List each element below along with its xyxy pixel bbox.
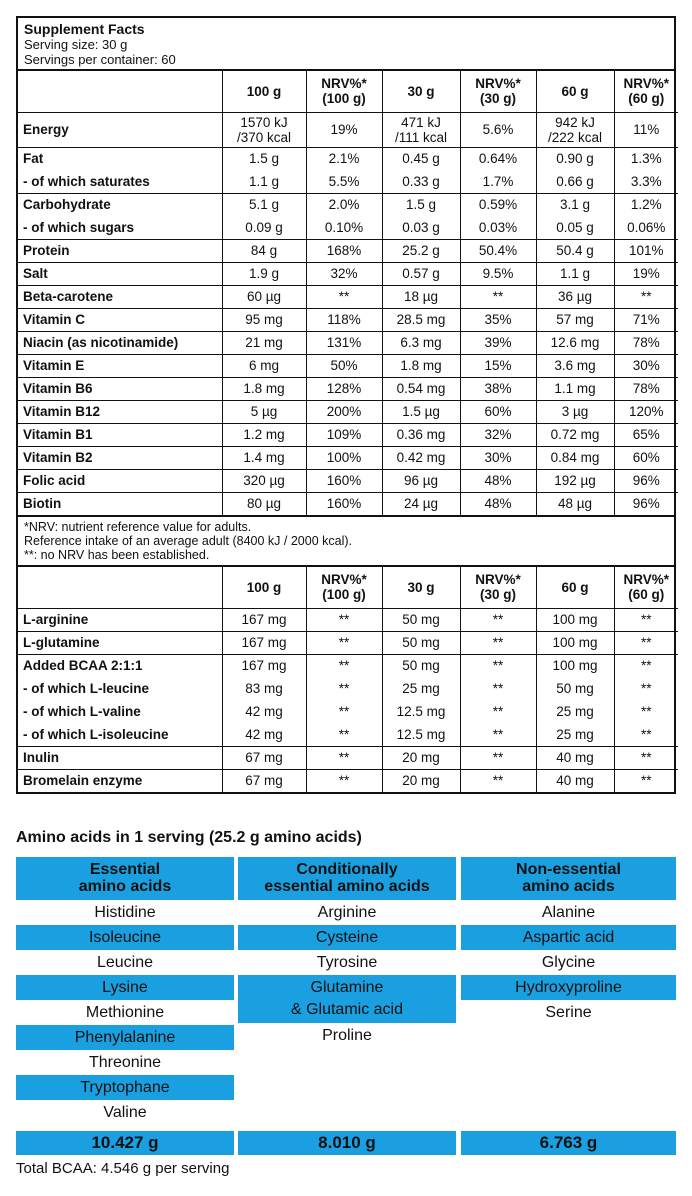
table-row bbox=[18, 677, 678, 700]
nutrient-name: Energy bbox=[18, 112, 222, 147]
nutrient-value: 20 mg bbox=[382, 746, 460, 769]
nutrient-value: ** bbox=[614, 700, 678, 723]
table-row bbox=[18, 354, 678, 377]
column-header: NRV%* (100 g) bbox=[306, 567, 382, 608]
nutrient-value: 471 kJ /111 kcal bbox=[382, 112, 460, 147]
nutrient-value: 1.4 mg bbox=[222, 446, 306, 469]
nutrient-value: 60 µg bbox=[222, 285, 306, 308]
nutrient-name: - of which L-isoleucine bbox=[18, 723, 222, 746]
nutrient-value: 0.45 g bbox=[382, 147, 460, 170]
nutrient-name: Inulin bbox=[18, 746, 222, 769]
nutrient-name: Vitamin B2 bbox=[18, 446, 222, 469]
essential-column bbox=[16, 857, 234, 1125]
column-header: NRV%* (30 g) bbox=[460, 71, 536, 112]
nutrient-value: 36 µg bbox=[536, 285, 614, 308]
nutrient-value: 0.59% bbox=[460, 193, 536, 216]
table-row bbox=[18, 239, 678, 262]
nutrient-name: - of which L-valine bbox=[18, 700, 222, 723]
nutrient-value: ** bbox=[460, 608, 536, 631]
table-row bbox=[18, 631, 678, 654]
nutrient-value: ** bbox=[460, 285, 536, 308]
nutrient-value: 3 µg bbox=[536, 400, 614, 423]
nutrient-value: 0.54 mg bbox=[382, 377, 460, 400]
nutrient-value: 30% bbox=[614, 354, 678, 377]
column-header: 60 g bbox=[536, 71, 614, 112]
amino-acid-item: Arginine bbox=[317, 904, 377, 921]
nutrient-value: 42 mg bbox=[222, 723, 306, 746]
nutrient-value: ** bbox=[460, 677, 536, 700]
nonessential-header: Non-essential amino acids bbox=[461, 857, 676, 900]
amino-acid-item: Glutamine & Glutamic acid bbox=[238, 975, 456, 1023]
nutrient-value: 11% bbox=[614, 112, 678, 147]
column-header: 30 g bbox=[382, 71, 460, 112]
amino-acid-item: Lysine bbox=[16, 975, 234, 1000]
nutrient-value: 167 mg bbox=[222, 608, 306, 631]
nutrient-value: 24 µg bbox=[382, 492, 460, 515]
table-row bbox=[18, 608, 678, 631]
nutrient-value: ** bbox=[306, 769, 382, 792]
nutrient-value: 100 mg bbox=[536, 654, 614, 677]
nutrient-name: Protein bbox=[18, 239, 222, 262]
nutrient-value: ** bbox=[306, 700, 382, 723]
total-bcaa: Total BCAA: 4.546 g per serving bbox=[16, 1160, 230, 1177]
nutrient-value: 3.1 g bbox=[536, 193, 614, 216]
nutrient-name: Bromelain enzyme bbox=[18, 769, 222, 792]
nutrient-name: L-glutamine bbox=[18, 631, 222, 654]
nutrient-value: ** bbox=[460, 631, 536, 654]
nutrient-value: 168% bbox=[306, 239, 382, 262]
nutrient-value: 0.72 mg bbox=[536, 423, 614, 446]
nutrient-value: 42 mg bbox=[222, 700, 306, 723]
amino-acid-item: Hydroxyproline bbox=[461, 975, 676, 1000]
nutrient-value: 67 mg bbox=[222, 769, 306, 792]
conditional-header: Conditionally essential amino acids bbox=[238, 857, 456, 900]
nutrient-value: 100 mg bbox=[536, 608, 614, 631]
nutrient-value: 21 mg bbox=[222, 331, 306, 354]
nutrient-value: ** bbox=[306, 677, 382, 700]
nutrient-value: ** bbox=[614, 769, 678, 792]
nutrient-value: 67 mg bbox=[222, 746, 306, 769]
conditional-total: 8.010 g bbox=[238, 1131, 456, 1155]
table-row bbox=[18, 285, 678, 308]
nutrient-value: 0.66 g bbox=[536, 170, 614, 193]
nutrient-value: 50 mg bbox=[382, 654, 460, 677]
nonessential-column bbox=[461, 857, 676, 1025]
amino-acid-item: Tyrosine bbox=[316, 954, 378, 971]
nutrient-value: 96% bbox=[614, 492, 678, 515]
table-row bbox=[18, 308, 678, 331]
nutrient-value: 80 µg bbox=[222, 492, 306, 515]
nutrient-value: 6.3 mg bbox=[382, 331, 460, 354]
nutrient-value: 0.84 mg bbox=[536, 446, 614, 469]
amino-acid-item: Valine bbox=[103, 1104, 147, 1121]
nutrient-name: Folic acid bbox=[18, 469, 222, 492]
nutrient-value: 5.6% bbox=[460, 112, 536, 147]
nutrient-value: 35% bbox=[460, 308, 536, 331]
nutrient-value: 32% bbox=[306, 262, 382, 285]
nutrient-value: 942 kJ /222 kcal bbox=[536, 112, 614, 147]
nutrient-value: 0.06% bbox=[614, 216, 678, 239]
nutrient-name: Vitamin E bbox=[18, 354, 222, 377]
nutrient-value: 50.4% bbox=[460, 239, 536, 262]
table-row bbox=[18, 147, 678, 170]
nutrient-value: 192 µg bbox=[536, 469, 614, 492]
nutrient-value: ** bbox=[614, 654, 678, 677]
nutrient-value: 160% bbox=[306, 492, 382, 515]
nutrient-value: 2.0% bbox=[306, 193, 382, 216]
nutrient-value: 1.2 mg bbox=[222, 423, 306, 446]
table-row bbox=[18, 377, 678, 400]
nutrient-value: ** bbox=[614, 723, 678, 746]
nutrient-value: 0.36 mg bbox=[382, 423, 460, 446]
nutrient-value: 0.10% bbox=[306, 216, 382, 239]
nutrient-value: ** bbox=[460, 746, 536, 769]
amino-acid-item: Alanine bbox=[541, 904, 596, 921]
nutrient-value: ** bbox=[460, 654, 536, 677]
column-header: 30 g bbox=[382, 567, 460, 608]
nutrient-value: 40 mg bbox=[536, 769, 614, 792]
table-row bbox=[18, 331, 678, 354]
table-row bbox=[18, 700, 678, 723]
nutrient-name: Niacin (as nicotinamide) bbox=[18, 331, 222, 354]
nutrient-value: 12.5 mg bbox=[382, 723, 460, 746]
nutrient-value: ** bbox=[614, 631, 678, 654]
amino-acid-item: Methionine bbox=[85, 1004, 165, 1021]
nutrient-value: 78% bbox=[614, 377, 678, 400]
nutrient-value: 57 mg bbox=[536, 308, 614, 331]
nutrient-value: 18 µg bbox=[382, 285, 460, 308]
nutrient-name: Vitamin B12 bbox=[18, 400, 222, 423]
amino-acid-item: Tryptophane bbox=[16, 1075, 234, 1100]
column-header: NRV%* (30 g) bbox=[460, 567, 536, 608]
nutrient-value: ** bbox=[614, 677, 678, 700]
serving-size: Serving size: 30 g bbox=[24, 37, 128, 52]
nutrient-value: 131% bbox=[306, 331, 382, 354]
supplement-facts-panel bbox=[16, 16, 676, 794]
additional-ingredients-table bbox=[18, 567, 678, 792]
nutrient-value: 25 mg bbox=[536, 700, 614, 723]
conditional-column bbox=[238, 857, 456, 1048]
nutrient-value: ** bbox=[460, 723, 536, 746]
nutrient-name: Added BCAA 2:1:1 bbox=[18, 654, 222, 677]
amino-acid-item: Phenylalanine bbox=[16, 1025, 234, 1050]
nutrient-name: - of which L-leucine bbox=[18, 677, 222, 700]
table-row bbox=[18, 423, 678, 446]
column-header: 100 g bbox=[222, 567, 306, 608]
table-row bbox=[18, 400, 678, 423]
table-row bbox=[18, 216, 678, 239]
nutrient-value: 65% bbox=[614, 423, 678, 446]
nutrient-name: Salt bbox=[18, 262, 222, 285]
nutrient-value: 1.8 mg bbox=[382, 354, 460, 377]
ingredients-table-header bbox=[18, 567, 678, 608]
nutrient-name: Beta-carotene bbox=[18, 285, 222, 308]
nutrient-value: 0.64% bbox=[460, 147, 536, 170]
amino-acid-item: Serine bbox=[545, 1004, 592, 1021]
facts-header bbox=[18, 18, 674, 71]
nutrient-value: 0.03 g bbox=[382, 216, 460, 239]
nutrition-table bbox=[18, 71, 678, 515]
nutrient-name: Vitamin C bbox=[18, 308, 222, 331]
nutrient-value: ** bbox=[306, 608, 382, 631]
nutrient-value: 2.1% bbox=[306, 147, 382, 170]
nutrient-value: 1.3% bbox=[614, 147, 678, 170]
nutrient-value: 30% bbox=[460, 446, 536, 469]
amino-acid-item: Aspartic acid bbox=[461, 925, 676, 950]
nutrient-value: 1.2% bbox=[614, 193, 678, 216]
nutrient-value: 96 µg bbox=[382, 469, 460, 492]
table-row bbox=[18, 746, 678, 769]
nutrient-value: 25.2 g bbox=[382, 239, 460, 262]
nutrient-value: 200% bbox=[306, 400, 382, 423]
essential-total: 10.427 g bbox=[16, 1131, 234, 1155]
nutrient-value: 5 µg bbox=[222, 400, 306, 423]
nutrient-value: 19% bbox=[306, 112, 382, 147]
nrv-notes bbox=[18, 515, 674, 567]
nutrient-name: Fat bbox=[18, 147, 222, 170]
nutrient-value: 0.57 g bbox=[382, 262, 460, 285]
nutrient-value: 1.9 g bbox=[222, 262, 306, 285]
nutrient-value: 100% bbox=[306, 446, 382, 469]
nutrient-value: 25 mg bbox=[536, 723, 614, 746]
nutrient-value: 167 mg bbox=[222, 654, 306, 677]
nutrition-table-header bbox=[18, 71, 678, 112]
table-row bbox=[18, 469, 678, 492]
nutrient-value: 50 mg bbox=[382, 608, 460, 631]
table-row bbox=[18, 262, 678, 285]
nutrient-value: 71% bbox=[614, 308, 678, 331]
amino-acid-item: Leucine bbox=[96, 954, 154, 971]
nutrient-value: 15% bbox=[460, 354, 536, 377]
nutrient-value: 118% bbox=[306, 308, 382, 331]
nutrient-value: 120% bbox=[614, 400, 678, 423]
nutrient-name: L-arginine bbox=[18, 608, 222, 631]
nutrient-value: 1.5 µg bbox=[382, 400, 460, 423]
amino-acids-section bbox=[16, 857, 676, 1157]
nutrient-name: Vitamin B1 bbox=[18, 423, 222, 446]
nutrient-value: 0.03% bbox=[460, 216, 536, 239]
amino-acids-title: Amino acids in 1 serving (25.2 g amino acids) bbox=[16, 829, 362, 846]
table-row bbox=[18, 446, 678, 469]
column-header: NRV%* (60 g) bbox=[614, 567, 678, 608]
nutrient-value: 1.1 g bbox=[222, 170, 306, 193]
note-line: *NRV: nutrient reference value for adults. bbox=[24, 520, 252, 534]
nutrient-value: 167 mg bbox=[222, 631, 306, 654]
nutrient-value: 78% bbox=[614, 331, 678, 354]
nutrient-value: 60% bbox=[614, 446, 678, 469]
table-row bbox=[18, 654, 678, 677]
nutrient-value: 83 mg bbox=[222, 677, 306, 700]
nutrient-value: 12.6 mg bbox=[536, 331, 614, 354]
nutrient-value: 0.90 g bbox=[536, 147, 614, 170]
nutrient-value: 60% bbox=[460, 400, 536, 423]
table-row bbox=[18, 723, 678, 746]
nutrient-value: ** bbox=[306, 723, 382, 746]
nutrient-value: 0.09 g bbox=[222, 216, 306, 239]
note-line: Reference intake of an average adult (8400 kJ / 2000 kcal). bbox=[24, 534, 352, 548]
amino-acid-item: Proline bbox=[322, 1027, 372, 1044]
nutrient-value: 0.33 g bbox=[382, 170, 460, 193]
nutrient-value: 100 mg bbox=[536, 631, 614, 654]
nutrient-value: ** bbox=[614, 746, 678, 769]
amino-acid-item: Isoleucine bbox=[16, 925, 234, 950]
nutrient-value: 1.7% bbox=[460, 170, 536, 193]
table-row bbox=[18, 170, 678, 193]
nonessential-total: 6.763 g bbox=[461, 1131, 676, 1155]
amino-acid-item: Cysteine bbox=[238, 925, 456, 950]
essential-header: Essential amino acids bbox=[16, 857, 234, 900]
nutrient-value: ** bbox=[460, 700, 536, 723]
table-row bbox=[18, 193, 678, 216]
facts-title: Supplement Facts bbox=[24, 21, 145, 37]
nutrient-value: 48 µg bbox=[536, 492, 614, 515]
nutrient-value: 48% bbox=[460, 492, 536, 515]
nutrient-value: ** bbox=[306, 285, 382, 308]
nutrient-value: 38% bbox=[460, 377, 536, 400]
amino-acid-item: Glycine bbox=[541, 954, 596, 971]
nutrient-value: ** bbox=[614, 285, 678, 308]
nutrient-value: 28.5 mg bbox=[382, 308, 460, 331]
nutrient-value: 39% bbox=[460, 331, 536, 354]
column-header: NRV%* (60 g) bbox=[614, 71, 678, 112]
nutrient-value: 25 mg bbox=[382, 677, 460, 700]
nutrient-value: 1570 kJ /370 kcal bbox=[222, 112, 306, 147]
nutrient-value: ** bbox=[306, 746, 382, 769]
servings-per-container: Servings per container: 60 bbox=[24, 52, 176, 67]
nutrient-value: 50 mg bbox=[536, 677, 614, 700]
nutrient-value: 95 mg bbox=[222, 308, 306, 331]
nutrient-name: Vitamin B6 bbox=[18, 377, 222, 400]
nutrient-value: ** bbox=[614, 608, 678, 631]
nutrient-value: 0.42 mg bbox=[382, 446, 460, 469]
nutrient-value: 3.6 mg bbox=[536, 354, 614, 377]
nutrient-value: 12.5 mg bbox=[382, 700, 460, 723]
nutrient-value: 6 mg bbox=[222, 354, 306, 377]
nutrient-value: 40 mg bbox=[536, 746, 614, 769]
nutrient-value: 84 g bbox=[222, 239, 306, 262]
nutrient-value: 5.5% bbox=[306, 170, 382, 193]
nutrient-value: 50 mg bbox=[382, 631, 460, 654]
nutrient-value: 1.8 mg bbox=[222, 377, 306, 400]
nutrient-value: 101% bbox=[614, 239, 678, 262]
nutrient-value: 320 µg bbox=[222, 469, 306, 492]
nutrient-name: Biotin bbox=[18, 492, 222, 515]
nutrient-value: 32% bbox=[460, 423, 536, 446]
column-header: 100 g bbox=[222, 71, 306, 112]
nutrient-name: - of which saturates bbox=[18, 170, 222, 193]
nutrient-value: 48% bbox=[460, 469, 536, 492]
nutrient-value: 20 mg bbox=[382, 769, 460, 792]
nutrient-value: ** bbox=[306, 631, 382, 654]
nutrient-name: Carbohydrate bbox=[18, 193, 222, 216]
nutrient-value: 160% bbox=[306, 469, 382, 492]
table-row bbox=[18, 492, 678, 515]
column-header: 60 g bbox=[536, 567, 614, 608]
amino-acid-item: Histidine bbox=[94, 904, 156, 921]
nutrient-value: 96% bbox=[614, 469, 678, 492]
nutrient-value: 50% bbox=[306, 354, 382, 377]
nutrient-value: 1.1 g bbox=[536, 262, 614, 285]
column-header: NRV%* (100 g) bbox=[306, 71, 382, 112]
table-row bbox=[18, 112, 678, 147]
table-row bbox=[18, 769, 678, 792]
note-line: **: no NRV has been established. bbox=[24, 548, 210, 562]
nutrient-value: 50.4 g bbox=[536, 239, 614, 262]
nutrient-value: 128% bbox=[306, 377, 382, 400]
nutrient-value: 1.5 g bbox=[222, 147, 306, 170]
nutrient-value: 1.5 g bbox=[382, 193, 460, 216]
nutrient-value: 19% bbox=[614, 262, 678, 285]
nutrient-value: 5.1 g bbox=[222, 193, 306, 216]
nutrient-value: 109% bbox=[306, 423, 382, 446]
nutrient-name: - of which sugars bbox=[18, 216, 222, 239]
nutrient-value: ** bbox=[460, 769, 536, 792]
nutrient-value: 1.1 mg bbox=[536, 377, 614, 400]
amino-acid-item: Threonine bbox=[88, 1054, 162, 1071]
nutrient-value: 0.05 g bbox=[536, 216, 614, 239]
nutrient-value: 3.3% bbox=[614, 170, 678, 193]
nutrient-value: ** bbox=[306, 654, 382, 677]
nutrient-value: 9.5% bbox=[460, 262, 536, 285]
